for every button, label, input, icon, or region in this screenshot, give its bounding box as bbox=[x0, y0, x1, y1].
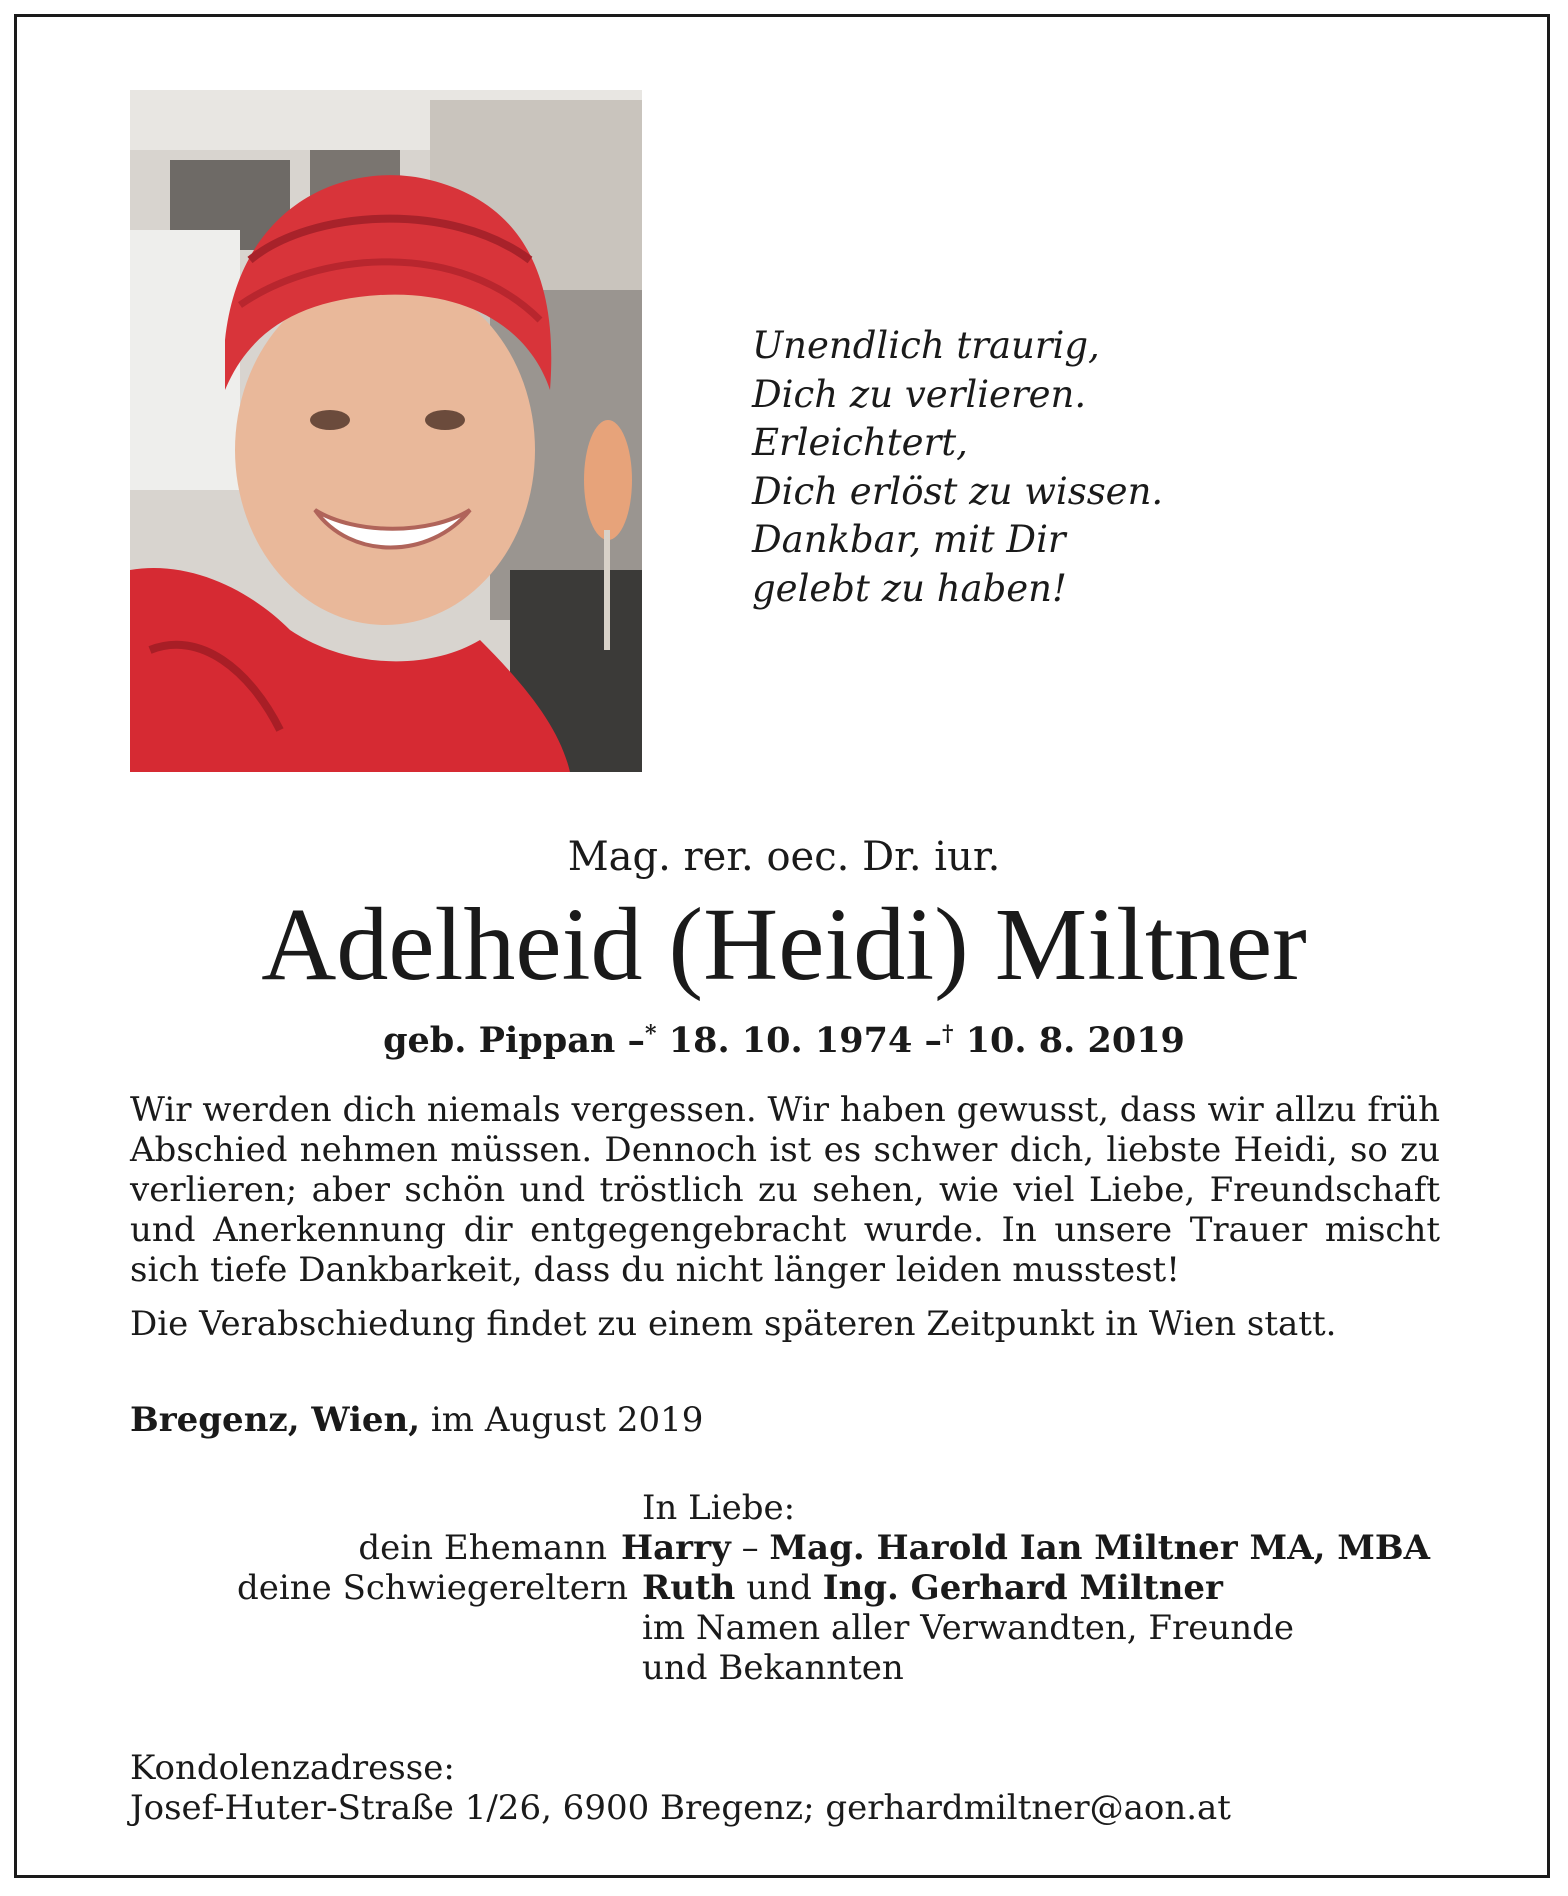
notice-date: im August 2019 bbox=[430, 1400, 704, 1440]
mourners-list bbox=[130, 1488, 1430, 1688]
inlaw-name: Ing. Gerhard Miltner bbox=[822, 1568, 1223, 1608]
inlaws-names bbox=[642, 1568, 1223, 1608]
academic-title: Mag. rer. oec. Dr. iur. bbox=[567, 834, 1001, 880]
separator-dash: – bbox=[924, 1020, 942, 1061]
condolence-address bbox=[130, 1748, 1231, 1828]
poem-line: Dich zu verlieren. bbox=[752, 372, 1087, 416]
memorial-poem bbox=[752, 322, 1312, 613]
conjunction: und bbox=[746, 1568, 812, 1608]
death-date: 10. 8. 2019 bbox=[965, 1020, 1185, 1061]
poem-line: Dankbar, mit Dir bbox=[752, 518, 1066, 561]
poem-line: Erleichtert, bbox=[752, 421, 968, 464]
condolence-label: Kondolenzadresse: bbox=[130, 1748, 455, 1788]
place-cities: Bregenz, Wien, bbox=[130, 1400, 421, 1440]
condolence-contact: Josef-Huter-Straße 1/26, 6900 Bregenz; gerhardmiltner@aon.at bbox=[130, 1788, 1231, 1828]
separator-dash: – bbox=[627, 1020, 646, 1061]
closing-line: und Bekannten bbox=[642, 1648, 904, 1688]
birth-symbol: * bbox=[645, 1021, 657, 1047]
husband-nickname: Harry bbox=[621, 1528, 731, 1568]
place-and-date bbox=[130, 1400, 703, 1440]
poem-line: Dich erlöst zu wissen. bbox=[752, 469, 1164, 513]
mourners-intro: In Liebe: bbox=[642, 1488, 796, 1528]
birth-name: geb. Pippan bbox=[383, 1020, 616, 1061]
birth-date: 18. 10. 1974 bbox=[668, 1020, 913, 1061]
poem-line: Unendlich traurig, bbox=[752, 324, 1100, 367]
inlaw-name: Ruth bbox=[642, 1568, 736, 1608]
husband-name bbox=[621, 1528, 1430, 1568]
farewell-paragraph: Die Verabschiedung findet zu einem späteren Zeitpunkt in Wien statt. bbox=[130, 1304, 1337, 1344]
closing-line: im Namen aller Verwandten, Freunde bbox=[642, 1608, 1294, 1648]
notice-text bbox=[130, 1090, 1440, 1344]
poem-line: gelebt zu haben! bbox=[752, 566, 1067, 610]
inlaws-relation: deine Schwiegereltern bbox=[237, 1568, 628, 1608]
notice-paragraph: Wir werden dich niemals vergessen. Wir haben gewusst, dass wir allzu früh Abschied nehmen müssen. Dennoch ist es schwer dich, liebste Heidi, so zu verlieren; aber schön und tröstlich zu sehen, wie viel Liebe, Freundschaft und Anerkennung dir entgegengebracht wurde. In unsere Trauer mischt sich tiefe Dankbarkeit, dass du nicht länger leiden musstest! bbox=[130, 1090, 1440, 1290]
death-symbol: † bbox=[942, 1021, 954, 1047]
husband-full-name: Mag. Harold Ian Miltner MA, MBA bbox=[769, 1528, 1430, 1568]
deceased-name: Adelheid (Heidi) Miltner bbox=[261, 887, 1307, 1002]
portrait-photo bbox=[130, 90, 642, 772]
separator-dash: – bbox=[741, 1528, 759, 1568]
husband-relation: dein Ehemann bbox=[358, 1528, 608, 1568]
life-dates bbox=[0, 1010, 1568, 1065]
